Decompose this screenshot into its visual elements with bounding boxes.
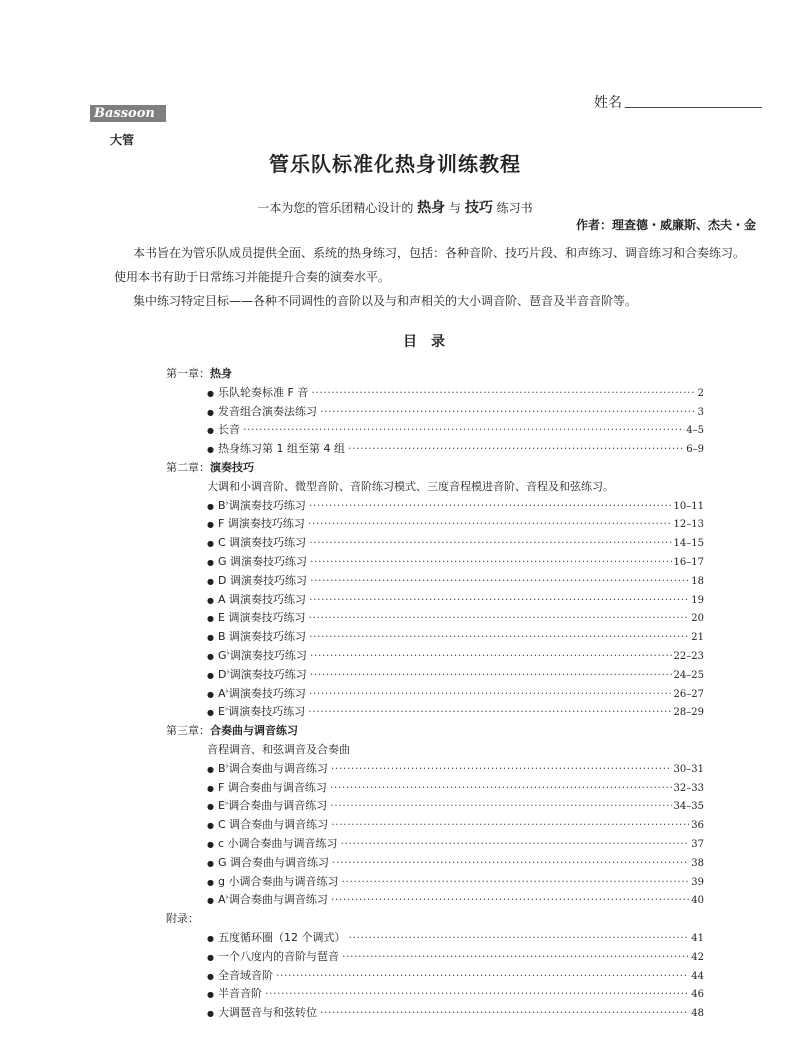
page-number: 16–17 xyxy=(673,557,704,568)
toc-entry-label xyxy=(218,497,309,513)
page-number: 34–35 xyxy=(673,801,704,813)
page-number: 3 xyxy=(697,406,704,418)
dot-leader xyxy=(332,856,689,869)
dot-leader xyxy=(331,818,689,831)
entry-text: 发音组合演奏法练习 xyxy=(218,404,317,418)
chapter-prefix: 第三章： xyxy=(166,724,210,738)
chapter-prefix: 附录： xyxy=(166,912,199,926)
key-letter: B xyxy=(218,630,226,644)
page-number: 32–33 xyxy=(673,782,704,794)
key-letter: G xyxy=(218,855,227,869)
dot-leader xyxy=(330,781,672,794)
entry-text: 调演奏技巧练习 xyxy=(226,573,307,587)
toc-entry-label xyxy=(218,421,243,437)
toc-entry[interactable] xyxy=(207,797,704,815)
page-number: 2 xyxy=(697,387,704,399)
page-number: 21 xyxy=(691,632,704,644)
entry-text: 调合奏曲与调音练习 xyxy=(224,780,327,794)
dot-leader xyxy=(310,668,672,681)
page-number: 39 xyxy=(691,876,704,888)
toc-entry[interactable] xyxy=(207,572,704,590)
toc-entry[interactable] xyxy=(207,553,704,571)
toc-entry[interactable] xyxy=(207,440,704,458)
flat-sign: ♭ xyxy=(225,892,229,901)
entry-text: 调合奏曲与调音练习 xyxy=(228,893,328,907)
page-number: 41 xyxy=(691,933,704,944)
toc-entry[interactable] xyxy=(207,515,704,533)
bullet-icon: ● xyxy=(207,388,214,398)
toc-entry-label xyxy=(218,572,310,588)
dot-leader xyxy=(308,517,672,530)
instrument-name: 大管 xyxy=(110,133,135,147)
bullet-icon: ● xyxy=(207,407,214,417)
bullet-icon: ● xyxy=(207,595,214,605)
bullet-icon: ● xyxy=(207,858,214,868)
dot-leader xyxy=(331,893,689,906)
entry-text: 调演奏技巧练习 xyxy=(229,649,307,662)
toc-entry-label xyxy=(218,779,330,795)
page-number: 4–5 xyxy=(686,425,704,437)
entry-text: 调合奏曲与调音练习 xyxy=(228,761,328,775)
intro-paragraph-1: 本书旨在为管乐队成员提供全面、系统的热身练习，包括：各种音阶、技巧片段、和声练习、调音练习和合奏练习。 xyxy=(133,246,746,260)
bullet-icon: ● xyxy=(207,445,214,455)
dot-leader xyxy=(320,405,696,418)
chapter-name: 演奏技巧 xyxy=(210,461,254,474)
page-number: 40 xyxy=(691,895,704,907)
toc-entry-label xyxy=(218,515,308,531)
dot-leader xyxy=(310,555,672,568)
instrument-badge: Bassoon xyxy=(90,105,166,122)
toc-entry[interactable] xyxy=(207,779,704,797)
dot-leader xyxy=(320,1006,689,1019)
toc-entry-label xyxy=(218,591,309,607)
key-letter: D xyxy=(218,573,227,587)
bullet-icon: ● xyxy=(207,614,214,624)
chapter-heading xyxy=(166,365,232,381)
bullet-icon: ● xyxy=(207,670,214,680)
key-letter: F xyxy=(218,780,225,794)
bullet-icon: ● xyxy=(207,1009,214,1019)
toc-entry-label xyxy=(218,929,349,945)
bullet-icon: ● xyxy=(207,652,214,661)
page-number: 37 xyxy=(691,839,704,850)
page-number: 30–31 xyxy=(673,763,704,775)
dot-leader xyxy=(265,987,689,1000)
toc-entry[interactable] xyxy=(207,891,704,909)
bullet-icon: ● xyxy=(207,764,214,774)
toc-entry[interactable] xyxy=(207,985,704,1003)
dot-leader xyxy=(309,687,672,700)
toc-entry[interactable] xyxy=(207,628,704,646)
flat-sign: ♭ xyxy=(224,798,229,807)
key-letter: g xyxy=(218,874,225,888)
bullet-icon: ● xyxy=(207,802,214,812)
entry-text: 半音音阶 xyxy=(218,987,262,1001)
key-letter: c xyxy=(218,837,225,850)
toc-entry-label xyxy=(218,609,308,625)
toc-entry-label xyxy=(218,666,310,682)
book-title: 管乐队标准化热身训练教程 xyxy=(269,152,521,176)
toc-entry[interactable] xyxy=(207,1004,704,1022)
bullet-icon: ● xyxy=(207,501,214,511)
key-letter: B xyxy=(218,498,226,512)
toc-entry-label xyxy=(218,534,309,550)
flat-sign: ♭ xyxy=(224,704,229,713)
toc-entry[interactable] xyxy=(207,967,704,985)
page-number: 44 xyxy=(691,970,704,982)
key-letter: G xyxy=(218,555,227,568)
toc-entry-label xyxy=(218,967,276,983)
toc-entry-label xyxy=(218,1004,320,1020)
page-number: 20 xyxy=(691,613,704,625)
entry-text: 调演奏技巧练习 xyxy=(225,592,307,606)
dot-leader xyxy=(330,799,671,812)
toc-entry[interactable] xyxy=(207,703,704,721)
bullet-icon: ● xyxy=(207,783,214,793)
bullet-icon: ● xyxy=(207,877,214,887)
entry-text: 调合奏曲与调音练习 xyxy=(226,855,330,869)
key-letter: B xyxy=(218,761,226,775)
entry-text: 调演奏技巧练习 xyxy=(228,686,306,700)
subtitle-warmup: 热身 xyxy=(417,200,446,216)
chapter-heading xyxy=(166,459,254,475)
key-letter: A xyxy=(218,592,226,606)
bullet-icon: ● xyxy=(207,558,214,567)
entry-text: 调合奏曲与调音练习 xyxy=(225,818,329,832)
page-number: 26–27 xyxy=(673,688,704,700)
dot-leader xyxy=(309,593,689,606)
bullet-icon: ● xyxy=(207,971,214,981)
flat-sign: ♭ xyxy=(225,497,229,506)
toc-entry[interactable] xyxy=(207,835,704,853)
key-letter: E xyxy=(218,799,225,813)
page-number: 42 xyxy=(691,951,704,963)
toc-entry-label xyxy=(218,703,308,719)
toc-entry[interactable] xyxy=(207,873,704,891)
page-number: 10–11 xyxy=(673,500,704,512)
bullet-icon: ● xyxy=(207,539,214,549)
bullet-icon: ● xyxy=(207,520,214,530)
page-number: 22–23 xyxy=(673,651,704,662)
page-number: 46 xyxy=(691,989,704,1001)
toc-entry[interactable] xyxy=(207,948,704,966)
key-letter: A xyxy=(218,893,226,907)
page-number: 24–25 xyxy=(673,669,704,681)
chapter-name: 热身 xyxy=(210,367,232,380)
toc-entry[interactable] xyxy=(207,647,704,665)
toc-entry-label xyxy=(218,985,265,1001)
entry-text: 小调合奏曲与调音练习 xyxy=(224,837,338,850)
toc-entry[interactable] xyxy=(207,534,704,552)
toc-entry-label xyxy=(218,647,310,663)
toc-entry[interactable] xyxy=(207,816,704,834)
toc-entry-label xyxy=(218,403,320,419)
flat-sign: ♭ xyxy=(226,648,230,657)
dot-leader xyxy=(342,950,689,963)
dot-leader xyxy=(309,536,671,549)
dot-leader xyxy=(331,762,672,775)
flat-sign: ♭ xyxy=(225,761,229,770)
dot-leader xyxy=(308,705,671,718)
bullet-icon: ● xyxy=(207,633,214,643)
key-letter: E xyxy=(218,705,225,719)
key-letter: E xyxy=(218,611,225,625)
intro-paragraph-2: 使用本书有助于日常练习并能提升合奏的演奏水平。 xyxy=(114,270,391,284)
toc-entry-label xyxy=(218,797,330,813)
author: 作者：理查德・威廉斯、杰夫・金 xyxy=(575,218,756,232)
page-number: 12–13 xyxy=(673,519,704,531)
page-number: 19 xyxy=(691,594,704,606)
dot-leader xyxy=(310,574,689,587)
bullet-icon: ● xyxy=(207,426,214,436)
toc-entry-label xyxy=(218,628,309,644)
subtitle xyxy=(0,197,790,217)
intro-paragraph-3: 集中练习特定目标——各种不同调性的音阶以及与和声相关的大小调音阶、琶音及半音音阶等。 xyxy=(133,294,638,308)
entry-text: 热身练习第 1 组至第 4 组 xyxy=(218,442,345,456)
toc-entry-label xyxy=(218,891,331,907)
dot-leader xyxy=(349,931,690,944)
page-number: 14–15 xyxy=(673,538,704,550)
entry-text: 长音 xyxy=(218,423,240,437)
subtitle-technique: 技巧 xyxy=(464,200,493,216)
subtitle-post: 练习书 xyxy=(496,201,533,215)
toc-title: 目录 xyxy=(403,334,459,350)
name-label: 姓名 xyxy=(594,95,622,111)
toc-entry-label xyxy=(218,854,332,870)
page-number: 38 xyxy=(691,857,704,869)
chapter-description: 大调和小调音阶、微型音阶、音阶练习模式、三度音程模进音阶、音程及和弦练习。 xyxy=(207,479,614,493)
toc-entry-label xyxy=(218,835,341,851)
toc-entry[interactable] xyxy=(207,384,704,402)
dot-leader xyxy=(243,423,684,436)
chapter-prefix: 第二章： xyxy=(166,461,210,474)
bullet-icon: ● xyxy=(207,689,214,699)
dot-leader xyxy=(311,386,695,399)
bullet-icon: ● xyxy=(207,821,214,831)
entry-text: 一个八度内的音阶与琶音 xyxy=(218,949,339,963)
toc-entry[interactable] xyxy=(207,609,704,627)
key-letter: F xyxy=(218,517,225,531)
page-number: 6–9 xyxy=(686,444,704,456)
bullet-icon: ● xyxy=(207,840,214,849)
bullet-icon: ● xyxy=(207,934,214,943)
bullet-icon: ● xyxy=(207,990,214,1000)
bullet-icon: ● xyxy=(207,708,214,718)
key-letter: C xyxy=(218,818,226,832)
toc-entry[interactable] xyxy=(207,760,704,778)
toc-entry[interactable] xyxy=(207,591,704,609)
key-letter: C xyxy=(218,536,226,550)
toc-entry-label xyxy=(218,553,310,569)
chapter-heading xyxy=(166,910,199,926)
dot-leader xyxy=(341,875,689,888)
dot-leader xyxy=(308,611,689,624)
dot-leader xyxy=(341,837,690,850)
subtitle-mid: 与 xyxy=(448,201,461,215)
entry-text: 乐队轮奏标准 F 音 xyxy=(218,385,309,399)
chapter-heading xyxy=(166,722,298,738)
subtitle-pre: 一本为您的管乐团精心设计的 xyxy=(257,201,414,215)
page-number: 18 xyxy=(691,575,704,587)
entry-text: 五度循环圈（12 个调式） xyxy=(218,931,346,944)
dot-leader xyxy=(310,649,672,662)
chapter-description: 音程调音、和弦调音及合奏曲 xyxy=(207,743,350,756)
dot-leader xyxy=(276,969,689,982)
key-letter: D xyxy=(218,667,227,681)
page-number: 28–29 xyxy=(673,707,704,719)
entry-text: 调合奏曲与调音练习 xyxy=(228,799,328,813)
toc-entry[interactable] xyxy=(207,403,704,421)
entry-text: 大调琶音与和弦转位 xyxy=(218,1006,317,1020)
toc-entry[interactable] xyxy=(207,929,704,947)
toc-entry-label xyxy=(218,816,331,832)
toc-entry[interactable] xyxy=(207,421,704,439)
chapter-name: 合奏曲与调音练习 xyxy=(210,724,298,738)
entry-text: 小调合奏曲与调音练习 xyxy=(224,874,339,888)
entry-text: 调演奏技巧练习 xyxy=(225,630,307,644)
flat-sign: ♭ xyxy=(225,685,229,694)
entry-text: 调演奏技巧练习 xyxy=(229,667,307,681)
toc-entry[interactable] xyxy=(207,854,704,872)
entry-text: 调演奏技巧练习 xyxy=(226,555,308,568)
toc-entry-label xyxy=(218,685,309,701)
key-letter: A xyxy=(218,686,226,700)
toc-entry[interactable] xyxy=(207,685,704,703)
entry-text: 调演奏技巧练习 xyxy=(224,611,306,625)
dot-leader xyxy=(309,630,689,643)
toc-entry-label xyxy=(218,384,311,400)
page-number: 36 xyxy=(691,820,704,832)
dot-leader xyxy=(348,442,684,455)
entry-text: 调演奏技巧练习 xyxy=(228,498,306,512)
name-blank-line xyxy=(625,107,762,108)
entry-text: 调演奏技巧练习 xyxy=(224,517,305,531)
toc-entry-label xyxy=(218,873,341,889)
toc-entry-label xyxy=(218,948,342,964)
flat-sign: ♭ xyxy=(226,667,230,676)
chapter-prefix: 第一章： xyxy=(166,367,210,380)
entry-text: 全音域音阶 xyxy=(218,968,273,982)
toc-entry-label xyxy=(218,440,348,456)
dot-leader xyxy=(309,499,672,512)
bullet-icon: ● xyxy=(207,952,214,962)
toc-entry[interactable] xyxy=(207,666,704,684)
page-number: 48 xyxy=(691,1008,704,1020)
bullet-icon: ● xyxy=(207,576,214,586)
toc-entry[interactable] xyxy=(207,497,704,515)
toc-entry-label xyxy=(218,760,331,776)
bullet-icon: ● xyxy=(207,896,214,906)
entry-text: 调演奏技巧练习 xyxy=(228,705,306,719)
key-letter: G xyxy=(218,649,227,662)
entry-text: 调演奏技巧练习 xyxy=(225,536,307,550)
